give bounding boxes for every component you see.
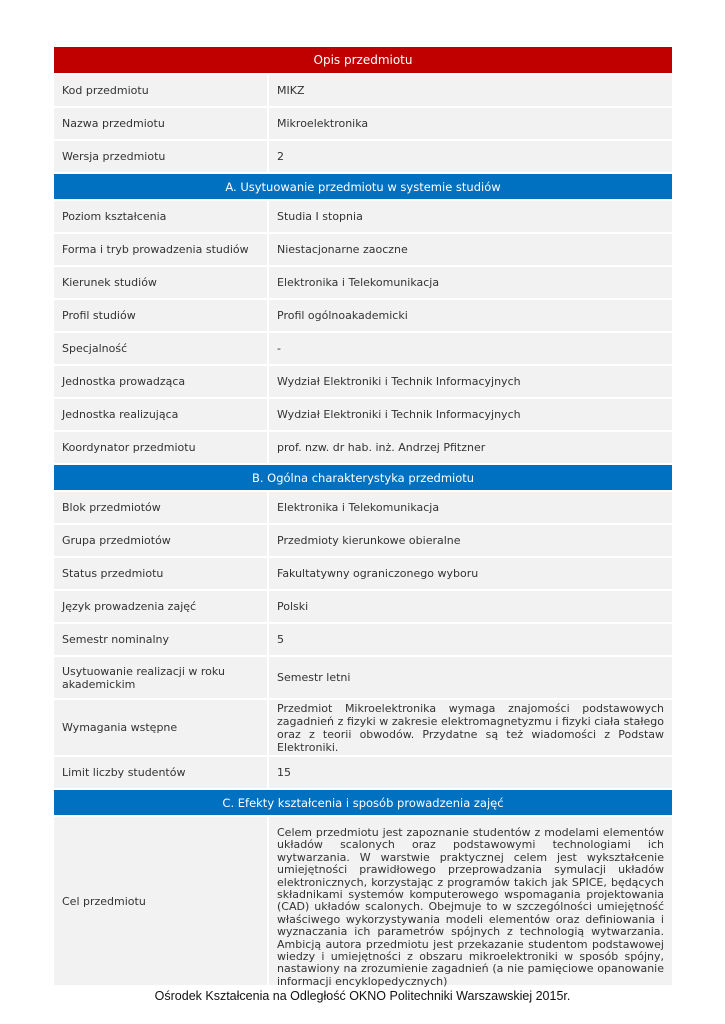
table-row xyxy=(54,558,672,589)
table-row xyxy=(54,141,672,172)
row-label: Status przedmiotu xyxy=(54,558,267,589)
row-label: Wersja przedmiotu xyxy=(54,141,267,172)
row-label: Kod przedmiotu xyxy=(54,75,267,106)
table-row xyxy=(54,300,672,331)
row-value: Studia I stopnia xyxy=(269,201,672,232)
table-row xyxy=(54,201,672,232)
table-row xyxy=(54,108,672,139)
row-value: Elektronika i Telekomunikacja xyxy=(269,267,672,298)
section-b-header: B. Ogólna charakterystyka przedmiotu xyxy=(54,465,672,490)
row-value: 5 xyxy=(269,624,672,655)
page-footer: Ośrodek Kształcenia na Odległość OKNO Politechniki Warszawskiej 2015r. xyxy=(154,989,571,1003)
row-label: Semestr nominalny xyxy=(54,624,267,655)
table-row xyxy=(54,366,672,397)
row-value: Niestacjonarne zaoczne xyxy=(269,234,672,265)
table-row xyxy=(54,624,672,655)
row-label: Kierunek studiów xyxy=(54,267,267,298)
row-label: Koordynator przedmiotu xyxy=(54,432,267,463)
row-value: Przedmioty kierunkowe obieralne xyxy=(269,525,672,556)
row-value: - xyxy=(269,333,672,364)
course-description-table xyxy=(54,47,672,987)
row-value: 2 xyxy=(269,141,672,172)
row-label: Cel przedmiotu xyxy=(54,817,267,985)
row-label: Poziom kształcenia xyxy=(54,201,267,232)
row-label: Jednostka prowadząca xyxy=(54,366,267,397)
row-value: Profil ogólnoakademicki xyxy=(269,300,672,331)
row-label: Blok przedmiotów xyxy=(54,492,267,523)
table-row xyxy=(54,432,672,463)
table-row xyxy=(54,333,672,364)
row-label: Profil studiów xyxy=(54,300,267,331)
table-row xyxy=(54,267,672,298)
row-value: Wydział Elektroniki i Technik Informacyjnych xyxy=(269,399,672,430)
row-value: Wydział Elektroniki i Technik Informacyjnych xyxy=(269,366,672,397)
section-c-header: C. Efekty kształcenia i sposób prowadzenia zajęć xyxy=(54,790,672,815)
table-row xyxy=(54,234,672,265)
row-label: Limit liczby studentów xyxy=(54,757,267,788)
row-value: Przedmiot Mikroelektronika wymaga znajomości podstawowych zagadnień z fizyki w zakresie elektromagnetyzmu i fizyki ciała stałego oraz z teorii obwodów. Przydatne są też wiadomości z Podstaw Elektroniki. xyxy=(269,700,672,755)
table-row xyxy=(54,591,672,622)
row-value: prof. nzw. dr hab. inż. Andrzej Pfitzner xyxy=(269,432,672,463)
row-label: Język prowadzenia zajęć xyxy=(54,591,267,622)
row-label: Nazwa przedmiotu xyxy=(54,108,267,139)
section-a-header: A. Usytuowanie przedmiotu w systemie studiów xyxy=(54,174,672,199)
row-value: Semestr letni xyxy=(269,657,672,698)
row-label: Jednostka realizująca xyxy=(54,399,267,430)
row-label: Specjalność xyxy=(54,333,267,364)
table-row xyxy=(54,757,672,788)
table-row xyxy=(54,75,672,106)
table-row xyxy=(54,525,672,556)
row-value: Polski xyxy=(269,591,672,622)
row-value: MIKZ xyxy=(269,75,672,106)
row-value: 15 xyxy=(269,757,672,788)
row-value: Elektronika i Telekomunikacja xyxy=(269,492,672,523)
table-row xyxy=(54,700,672,755)
row-label: Wymagania wstępne xyxy=(54,700,267,755)
row-label: Forma i tryb prowadzenia studiów xyxy=(54,234,267,265)
row-value: Celem przedmiotu jest zapoznanie studentów z modelami elementów układów scalonych oraz podstawowymi technologiami ich wytwarzania. W warstwie praktycznej celem jest wykształcenie umiejętności prawidłowego przeprowadzania symulacji układów elektronicznych, korzystając z programów takich jak SPICE, będących składnikami systemów komputerowego wspomagania projektowania (CAD) układów scalonych. Obejmuje to w szczególności umiejętność właściwego wykorzystywania modeli elementów oraz definiowania i wyznaczania ich parametrów spójnych z technologią wytwarzania. Ambicją autora przedmiotu jest przekazanie studentom podstawowej wiedzy i umiejętności z obszaru mikroelektroniki w sposób spójny, nastawiony na zrozumienie zagadnień (a nie pamięciowe opanowanie informacji encyklopedycznych) xyxy=(269,817,672,985)
table-row xyxy=(54,492,672,523)
table-row xyxy=(54,399,672,430)
row-value: Mikroelektronika xyxy=(269,108,672,139)
table-row xyxy=(54,657,672,698)
table-title: Opis przedmiotu xyxy=(54,47,672,73)
row-label: Grupa przedmiotów xyxy=(54,525,267,556)
table-row xyxy=(54,817,672,988)
row-value: Fakultatywny ograniczonego wyboru xyxy=(269,558,672,589)
row-label: Usytuowanie realizacji w roku akademickim xyxy=(54,657,267,698)
